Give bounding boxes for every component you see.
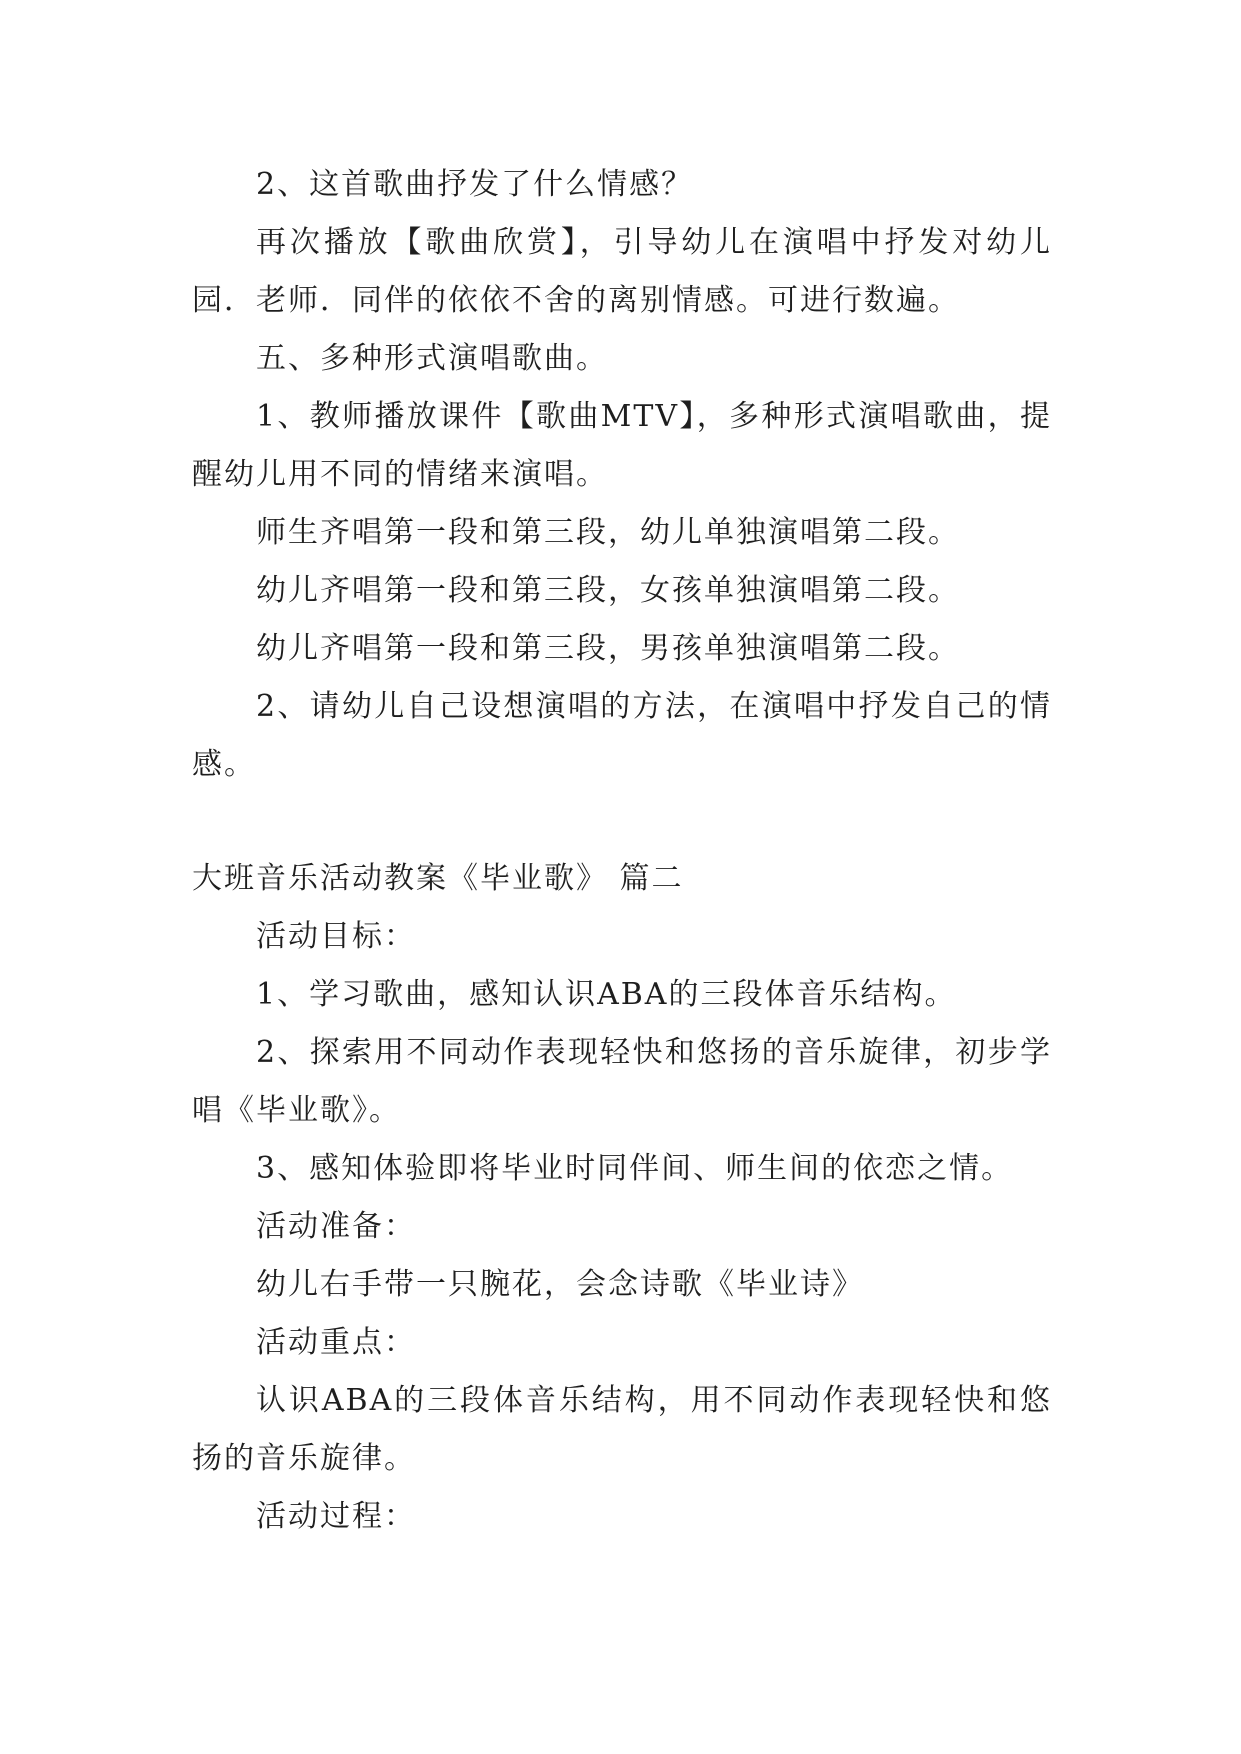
- paragraph: 认识ABA的三段体音乐结构，用不同动作表现轻快和悠扬的音乐旋律。: [192, 1383, 1052, 1476]
- paragraph: 幼儿齐唱第一段和第三段，男孩单独演唱第二段。: [256, 631, 960, 666]
- paragraph: 3、感知体验即将毕业时同伴间、师生间的依恋之情。: [256, 1151, 1014, 1186]
- paragraph: 活动目标：: [256, 919, 416, 954]
- paragraph: 五、多种形式演唱歌曲。: [256, 341, 608, 376]
- paragraph: 活动过程：: [256, 1499, 416, 1534]
- paragraph: 再次播放【歌曲欣赏】，引导幼儿在演唱中抒发对幼儿园．老师．同伴的依依不舍的离别情感。可进行数遍。: [192, 225, 1052, 318]
- paragraph: 1、教师播放课件【歌曲MTV】，多种形式演唱歌曲，提醒幼儿用不同的情绪来演唱。: [192, 399, 1052, 492]
- paragraph: 幼儿齐唱第一段和第三段，女孩单独演唱第二段。: [256, 573, 960, 608]
- document-body: [192, 156, 1052, 1546]
- paragraph: 2、探索用不同动作表现轻快和悠扬的音乐旋律，初步学唱《毕业歌》。: [192, 1035, 1052, 1128]
- paragraph: 师生齐唱第一段和第三段，幼儿单独演唱第二段。: [256, 515, 960, 550]
- paragraph: 活动准备：: [256, 1209, 416, 1244]
- paragraph: 1、学习歌曲，感知认识ABA的三段体音乐结构。: [256, 977, 957, 1012]
- paragraph: 2、这首歌曲抒发了什么情感？: [256, 167, 694, 202]
- paragraph: 2、请幼儿自己设想演唱的方法，在演唱中抒发自己的情感。: [192, 689, 1052, 782]
- paragraph: 活动重点：: [256, 1325, 416, 1360]
- section-heading: 大班音乐活动教案《毕业歌》 篇二: [192, 861, 684, 896]
- paragraph: 幼儿右手带一只腕花，会念诗歌《毕业诗》: [256, 1267, 864, 1302]
- section-spacer: [192, 794, 1052, 850]
